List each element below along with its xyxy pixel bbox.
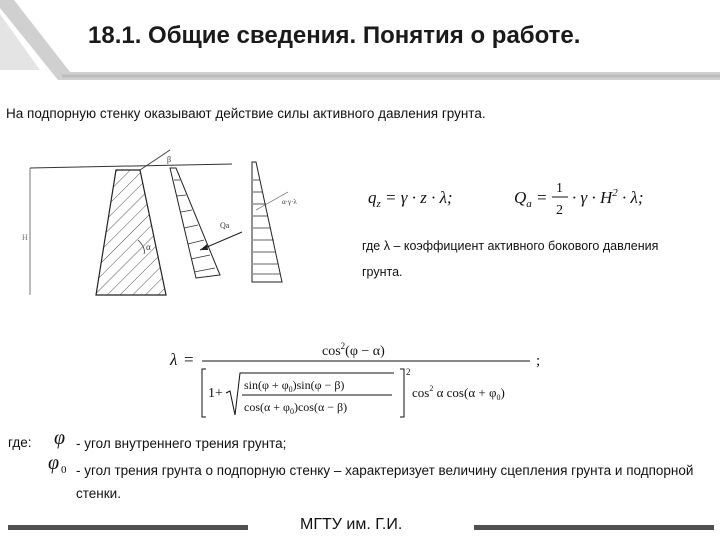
svg-text:φ: φ [54,427,66,449]
height-label: H [22,233,28,242]
svg-text:2: 2 [556,203,563,218]
svg-text:cos(α + φ0)cos(α − β): $\cos(\alpha + \varphi_0)\cos(\alpha - \beta)$ [244,400,348,416]
lambda-formula-svg [168,335,558,425]
pressure-top-label: α·γ·λ [282,198,297,206]
lambda-formula [168,335,558,425]
angle-beta-label: β [167,155,172,164]
intro-text: На подпорную стенку оказывают действие силы активного давления грунта. [6,106,486,121]
inclined-pressure-diagram [170,168,220,278]
svg-text:0: 0 [61,464,67,475]
phi-description: - угол внутреннего трения грунта; [76,436,287,451]
wall-body [96,170,166,295]
ground-line [30,164,232,168]
footer-bar-left [8,525,248,530]
footer-bar-right [474,525,714,530]
qa-label: Qa [220,221,230,230]
svg-text:qz = γ · z · λ;: $q_z = \gamma \cdot z \cdot \lambda$; [368,188,453,210]
phi0-symbol-icon [46,451,70,475]
svg-text:sin(φ + φ0)sin(φ − β): $\sin(\varphi + \varphi_0)\sin(\varphi - \beta)$ [244,378,345,394]
svg-text:1+: 1+ [208,386,223,401]
svg-text:λ: λ [170,350,178,369]
svg-text:=: = [184,350,194,369]
where-label: где: [8,435,32,450]
angle-alpha-label: α [146,242,151,252]
svg-text:cos2(φ − α): $\cos^2(\varphi - \alpha)$ [322,341,385,359]
phi-symbol-icon [52,426,72,450]
svg-text:cos2 α cos(α + φ0): $\cos^2 \alpha$ $\cos(\alpha + \varphi_0)$ [412,384,505,402]
lambda-note: где λ – коэффициент активного бокового давления грунта. [362,239,659,279]
svg-text:1: 1 [556,181,563,196]
retaining-wall-diagram [20,140,350,330]
svg-text:;: ; [536,353,541,369]
svg-text:φ: φ [48,452,60,474]
phi0-description: - угол трения грунта о подпорную стенку – характеризует величину сцепления грунта и подпорной стенки. [76,463,694,501]
svg-text:2: 2 [406,367,411,377]
svg-text:· γ · H2 · λ;: · $\gamma \cdot H^2 \cdot \lambda$; [572,187,644,207]
pressure-formulas [366,172,666,222]
slide-title: 18.1. Общие сведения. Понятия о работе. [88,22,581,49]
pressure-formula-svg [366,172,666,222]
footer-text: МГТУ им. Г.И. [300,516,403,533]
svg-text:Qa =: $Q_a$ = [514,188,548,210]
